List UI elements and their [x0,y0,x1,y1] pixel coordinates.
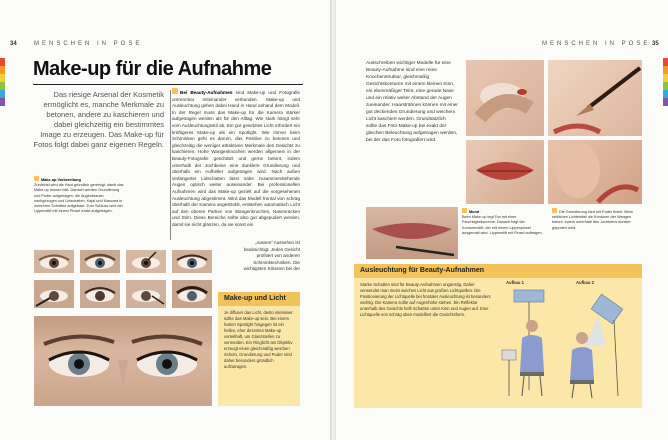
sidebar-note [34,176,126,244]
page-number: 35 [652,41,659,47]
divider [170,90,171,240]
box-title: Ausleuchtung für Beauty-Aufnahmen [354,264,642,278]
lighting-box [354,278,642,408]
body-text-mid: „nasses“ Aussehen ist beabsichtigt. Jedes Gesicht profitiert von anderen Schminktechniken. Die wichtigsten Kriterien bei der [243,240,300,272]
brush-face-photo [548,60,642,136]
caption-text: Beim Make-up legt Ton mit einer Feuchtigkeitscreme. Danach folgt der Konturenstift, der mit einem Lippenpinsel ausgemalt wird. Lippenstift mit Pinsel auftragen. [462,215,543,235]
caption-text: Die Grundierung wird mit Puder fixiert. Beim seitlichen Lichteinfall die Konturen der Wangen betont, indem unterhalb des Jochbeins dunkler gepudert wird. [552,210,634,230]
bullet-square [552,208,557,213]
sidebar-title: Make-up Vorbereitung [41,178,81,182]
color-swatch [663,82,668,90]
color-swatch [0,82,5,90]
face-caption [552,208,642,256]
lips-photo [466,140,544,204]
color-swatch [0,58,5,66]
sidebar-text: Zunächst wird die Haut gründlich gereinigt, damit das Make-up besser hält. Danach werden Grundierung und Puder aufgetragen, die Augenbrauen nachgezogen und Lidschatten, Kajal und Mascara in mehreren Schritten aufgebaut. Zum Schluss wird der Lippenstift mit einem Pinsel exakt aufgetragen. [34,183,124,214]
eyes-closeup-photo [34,316,212,406]
eye-photo [80,250,120,273]
bullet-square [172,88,178,94]
bullet-square [34,176,39,181]
lighting-diagram [498,280,634,404]
intro-text: Das riesige Arsenal der Kosmetik ermöglicht es, manche Merkmale zu betonen, andere zu kaschieren und dabei gleichzeitig ein bestimmtes Image zu erzeugen. Das Make-up für Fotos folgt dabei ganz eigenen Regeln. [33,90,164,149]
lipstick-brush-photo [366,207,458,259]
color-swatch [663,98,668,106]
eye-photo [34,250,74,273]
box-title: Make-up und Licht [218,292,300,306]
color-swatch [0,66,5,74]
box-text: Starke Schatten sind für Beauty-Aufnahmen ungünstig. Daher verwendet man meist weiches Licht aus großen Lichtquellen. Die Positionierung der Lichtquelle bei frontaler Ausleuchtung ist besonders wichtig. Die Kamera sollte auf Augenhöhe stehen. Ein Reflektor unterhalb des Gesichts hellt Schatten unter Kinn und Augen auf. Eine Lichtquelle von schräg oben modelliert die Gesichtsform. [360,282,491,317]
body-text-top [172,88,300,248]
setup-label: Aufbau 2 [576,280,594,285]
eye-photo [34,280,74,308]
box-text: Je diffuser das Licht, desto intensiver sollte das Make-up sein. Bei einem harten Spotlight hingegen ist ein helles, eher dezentes Make-up vorteilhaft, um Glanzstellen zu vermeiden. Ein Ringlicht am Objektiv erzeugt einen gleichmäßig weichen Schein, Grundierung und Puder sind daher besonders gründlich aufzutragen. [218,306,300,406]
lips-caption [462,208,546,256]
page-number: 34 [10,41,17,47]
left-page [0,0,332,440]
running-header: MENSCHEN IN POSE [542,41,651,47]
powder-hand-photo [466,60,544,136]
eye-photo [126,250,166,273]
caption-title: Mund [469,210,480,214]
color-swatch [0,98,5,106]
body-paragraph: sind Make-up und Fotografie untrennbar miteinander verbunden. Make-up und Ausleuchtung gehen dabei Hand in Hand anhand dem Modell. In der Regel muss das Make-up für die Kamera stärker aufgetragen werden als für den Alltag. Wie stark hängt sehr vom Ausleuchtungsstil ab. Ein gut gesetztes Licht erfordert ein kräftigeres Make-up als ein Spotlight. Wie immer beim Schminken geht es darum, das Positive zu betonen und gleichzeitig die weniger attraktiven Merkmale des Gesichts zu kaschieren. Hohe Wangenknochen werden allgemein in der Beauty-Fotografie geschätzt und gerne betont, indem unterhalb der Jochbeine eine dunklere Grundierung und oberhalb ein Aufheller aufgetragen wird. Nach außen verlängerter Lidschatten lässt nahe zusammenstehende Augen optisch weiter auseinander. Bei professionellen Aufnahmen wird das Make-up gezielt auf die vorgesehenen Ausleuchtung abgestimmt. Wird das Modell frontal von schräg oberhalb der Kamera angestrahlt, entstehen automatisch Licht auf den oberen Partien von Wangenknochen, Nasenrücken und Stirn. Diese Bereiche sollte also gut abgepudert werden, damit sie nicht glänzen, da sie sonst ein [172,90,300,227]
bullet-square [462,208,467,213]
color-swatch [0,74,5,82]
color-swatch [663,90,668,98]
eye-photo [80,280,120,308]
eye-photo [172,250,212,273]
running-header: MENSCHEN IN POSE [34,41,143,47]
lead-word: Bei Beauty-Aufnahmen [180,90,233,95]
setup-label: Aufbau 1 [506,280,524,285]
eye-photo [126,280,166,308]
color-swatch [663,58,668,66]
body-text: Ausschreiben wichtiger Modelle für eine Beauty-Aufnahme sind eine reine Knochenstruktur, gleichmäßig Gesichtskonturen mit einem kleinen Kinn, ein ebenmäßiger Teint, eine gerade Nase und ein relativ weiter Abstand der Augen zueinander. Haarsträhnen können mit einer gut deckenden Grundierung und weichem Licht kaschiert werden. Grundsätzlich sollte das Foto-Make-up bei exakt der gleichen Beleuchtung aufgetragen werden, bei der das Foto fotografiert wird. [366,61,458,143]
eye-photo [172,280,212,308]
right-page [336,0,668,440]
color-swatch [0,90,5,98]
page-title: Make-up für die Aufnahme [33,58,303,85]
color-swatch [663,66,668,74]
cheek-photo [548,140,642,204]
color-swatch [663,74,668,82]
